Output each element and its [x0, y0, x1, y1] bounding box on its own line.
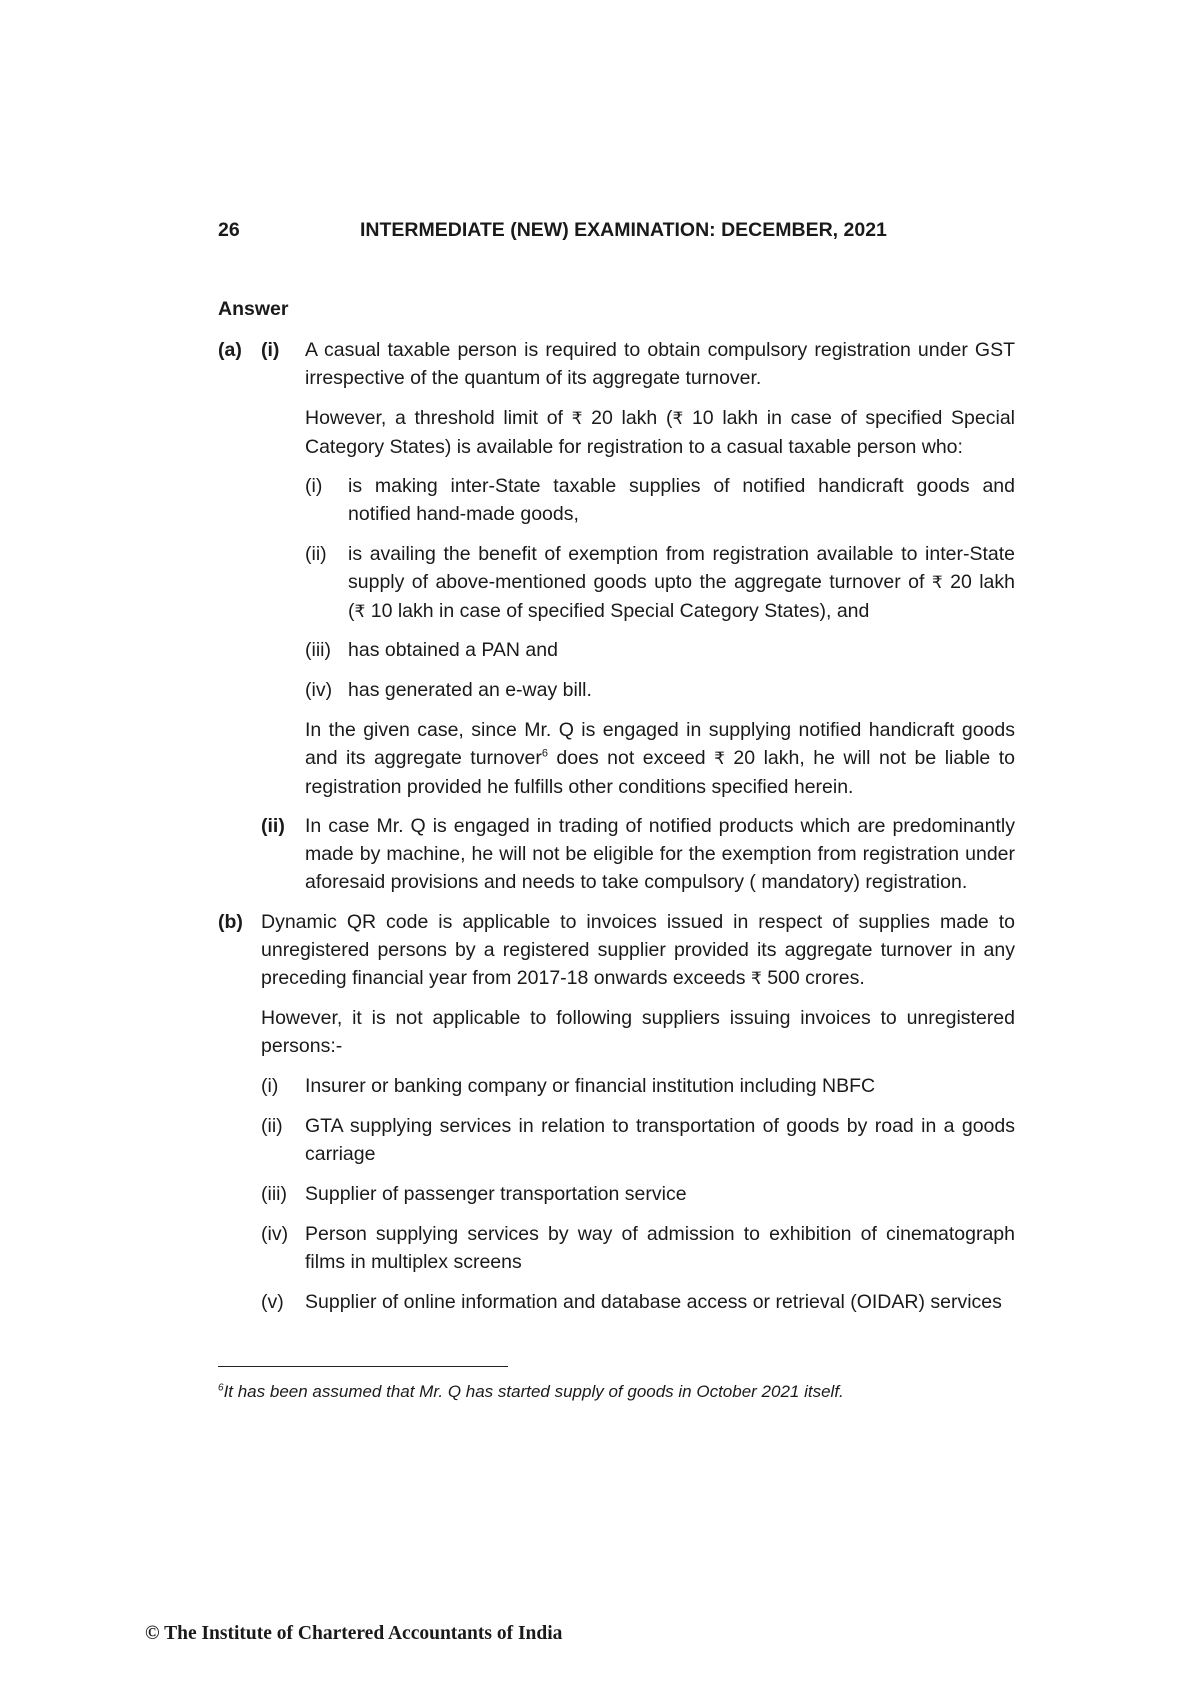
answer-heading: Answer — [218, 298, 289, 320]
footnote-divider — [218, 1366, 508, 1367]
rupee-symbol: ₹ — [672, 409, 684, 429]
copyright-footer: © The Institute of Chartered Accountants of India — [145, 1623, 563, 1644]
condition-label: (i) — [305, 475, 323, 497]
part-b-label: (b) — [218, 911, 243, 933]
supplier-item: Supplier of passenger transportation service — [305, 1183, 687, 1205]
conclusion-paragraph: In the given case, since Mr. Q is engaged in supplying notified handicraft goods and its aggregate turnover$^6$ does not exceed ₹ 20 lakh, he will not be liable to registration provided he fulfills other conditions specified herein. — [305, 719, 1015, 798]
supplier-label: (iii) — [261, 1183, 287, 1205]
condition-label: (iii) — [305, 639, 331, 661]
supplier-label: (iv) — [261, 1223, 289, 1245]
rupee-symbol: ₹ — [571, 409, 583, 429]
footnote — [218, 1381, 844, 1403]
supplier-label: (ii) — [261, 1115, 283, 1137]
footnote-ref: 6 — [541, 747, 548, 760]
footnote-text: It has been assumed that Mr. Q has started supply of goods in October 2021 itself. — [223, 1382, 844, 1401]
footnote-marker: 6 — [218, 1382, 224, 1394]
part-a-i-label: (i) — [261, 339, 280, 361]
supplier-item: Insurer or banking company or financial institution including NBFC — [305, 1075, 876, 1097]
condition-item: has obtained a PAN and — [348, 639, 558, 661]
page-number: 26 — [218, 219, 240, 241]
condition-item: is making inter-State taxable supplies of notified handicraft goods and notified hand-made goods, — [348, 475, 1015, 525]
threshold-paragraph: However, a threshold limit of ₹ 20 lakh (₹ 10 lakh in case of specified Special Category States) is available for registration to a casual taxable person who: — [305, 407, 1016, 458]
supplier-label: (i) — [261, 1075, 279, 1097]
part-a-ii-label: (ii) — [261, 815, 285, 837]
condition-label: (ii) — [305, 543, 327, 565]
part-b-paragraph: Dynamic QR code is applicable to invoices issued in respect of supplies made to unregistered persons by a registered supplier provided its aggregate turnover in any preceding financial year from 2017-18 onwards exceeds ₹ 500 crores. — [261, 911, 1015, 989]
page-header — [218, 216, 1018, 246]
supplier-label: (v) — [261, 1291, 284, 1313]
part-a-i-paragraph: A casual taxable person is required to obtain compulsory registration under GST irrespective of the quantum of its aggregate turnover. — [305, 339, 1015, 389]
part-b-exceptions-intro: However, it is not applicable to following suppliers issuing invoices to unregistered persons:- — [261, 1007, 1015, 1057]
page-title: INTERMEDIATE (NEW) EXAMINATION: DECEMBER, 2021 — [360, 219, 887, 241]
part-a-label: (a) — [218, 339, 242, 361]
supplier-item: Supplier of online information and database access or retrieval (OIDAR) services — [305, 1291, 1002, 1313]
supplier-item: Person supplying services by way of admission to exhibition of cinematograph films in multiplex screens — [305, 1223, 1015, 1273]
condition-item: is availing the benefit of exemption from registration available to inter-State supply of above-mentioned goods upto the aggregate turnover of ₹ 20 lakh (₹ 10 lakh in case of specified Special Category States), and — [348, 543, 1015, 622]
part-a-ii-paragraph: In case Mr. Q is engaged in trading of notified products which are predominantly made by machine, he will not be eligible for the exemption from registration under aforesaid provisions and needs to take compulsory ( mandatory) registration. — [305, 815, 1015, 893]
supplier-item: GTA supplying services in relation to transportation of goods by road in a goods carriage — [305, 1115, 1015, 1165]
condition-label: (iv) — [305, 679, 333, 701]
condition-item: has generated an e-way bill. — [348, 679, 592, 701]
